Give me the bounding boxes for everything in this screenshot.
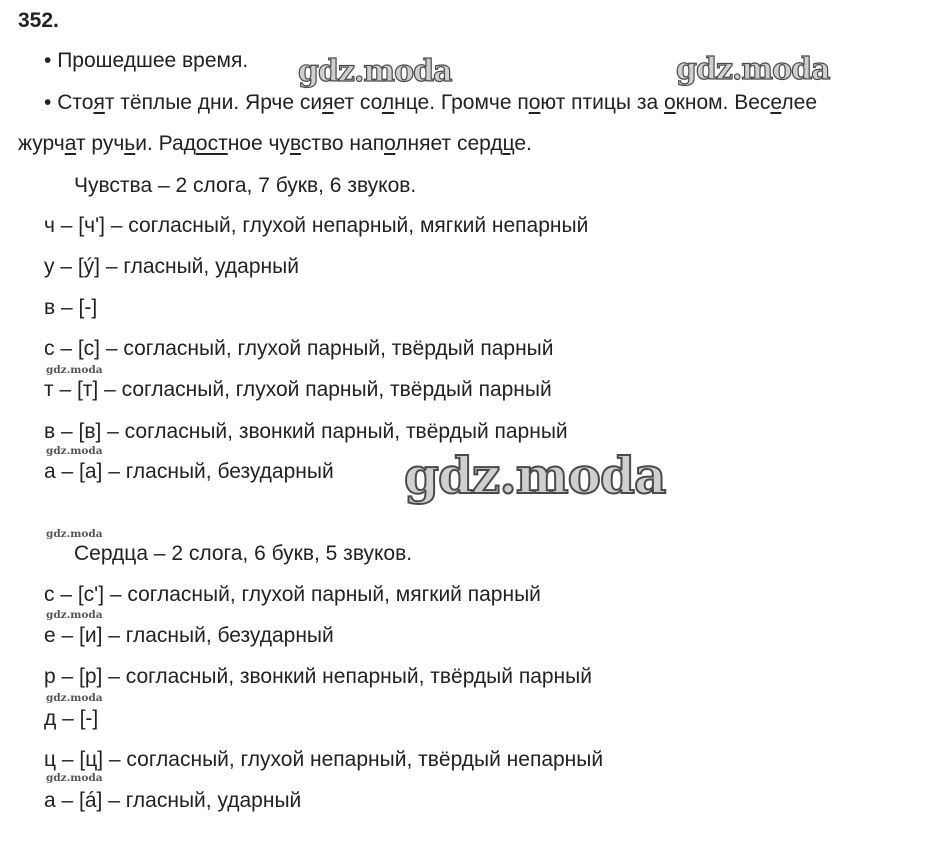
- word1-line-s: с – [с] – согласный, глухой парный, твёрдый парный: [44, 337, 554, 360]
- word1-line-t: т – [т] – согласный, глухой парный, твёрдый парный: [44, 378, 552, 401]
- watermark-logo: gdz.moda: [46, 364, 103, 376]
- tense-answer: Прошедшее время.: [57, 49, 249, 72]
- watermark-logo: gdz.moda: [676, 52, 830, 87]
- word2-line-a: а – [á] – гласный, ударный: [44, 789, 302, 812]
- word2-heading: Сердца – 2 слога, 6 букв, 5 звуков.: [74, 542, 413, 565]
- word1-line-v2: в – [в] – согласный, звонкий парный, твёрдый парный: [44, 420, 568, 443]
- word1-line-ch: ч – [ч'] – согласный, глухой непарный, мягкий непарный: [44, 214, 589, 237]
- word2-line-ts: ц – [ц] – согласный, глухой непарный, твёрдый непарный: [44, 748, 604, 771]
- exercise-number: 352.: [18, 9, 59, 32]
- task-line-1: [44, 48, 248, 74]
- watermark-logo: gdz.moda: [404, 446, 666, 505]
- word2-line-s: с – [с'] – согласный, глухой парный, мягкий парный: [44, 583, 541, 606]
- word1-line-v1: в – [-]: [44, 296, 98, 319]
- word2-line-e: е – [и] – гласный, безударный: [44, 624, 334, 647]
- sentence-text: Стоят тёплые дни. Ярче сияет солнце. Громче поют птицы за окном. Веселее: [57, 91, 818, 114]
- word2-line-r: р – [р] – согласный, звонкий непарный, твёрдый парный: [44, 665, 592, 688]
- watermark-logo: gdz.moda: [46, 772, 103, 784]
- task-line-2: [44, 90, 817, 116]
- word1-heading: Чувства – 2 слога, 7 букв, 6 звуков.: [74, 174, 417, 197]
- sentence-line-2: журчат ручьи. Радостное чувство наполняет сердце.: [18, 132, 532, 155]
- watermark-logo: gdz.moda: [46, 445, 103, 457]
- watermark-logo: gdz.moda: [46, 609, 103, 621]
- bullet: •: [44, 91, 52, 114]
- word1-line-u: у – [ý] – гласный, ударный: [44, 255, 299, 278]
- word1-line-a: а – [а] – гласный, безударный: [44, 460, 334, 483]
- watermark-logo: gdz.moda: [46, 528, 103, 540]
- bullet: •: [44, 49, 52, 72]
- word2-line-d: д – [-]: [44, 707, 99, 730]
- watermark-logo: gdz.moda: [298, 54, 452, 89]
- watermark-logo: gdz.moda: [46, 692, 103, 704]
